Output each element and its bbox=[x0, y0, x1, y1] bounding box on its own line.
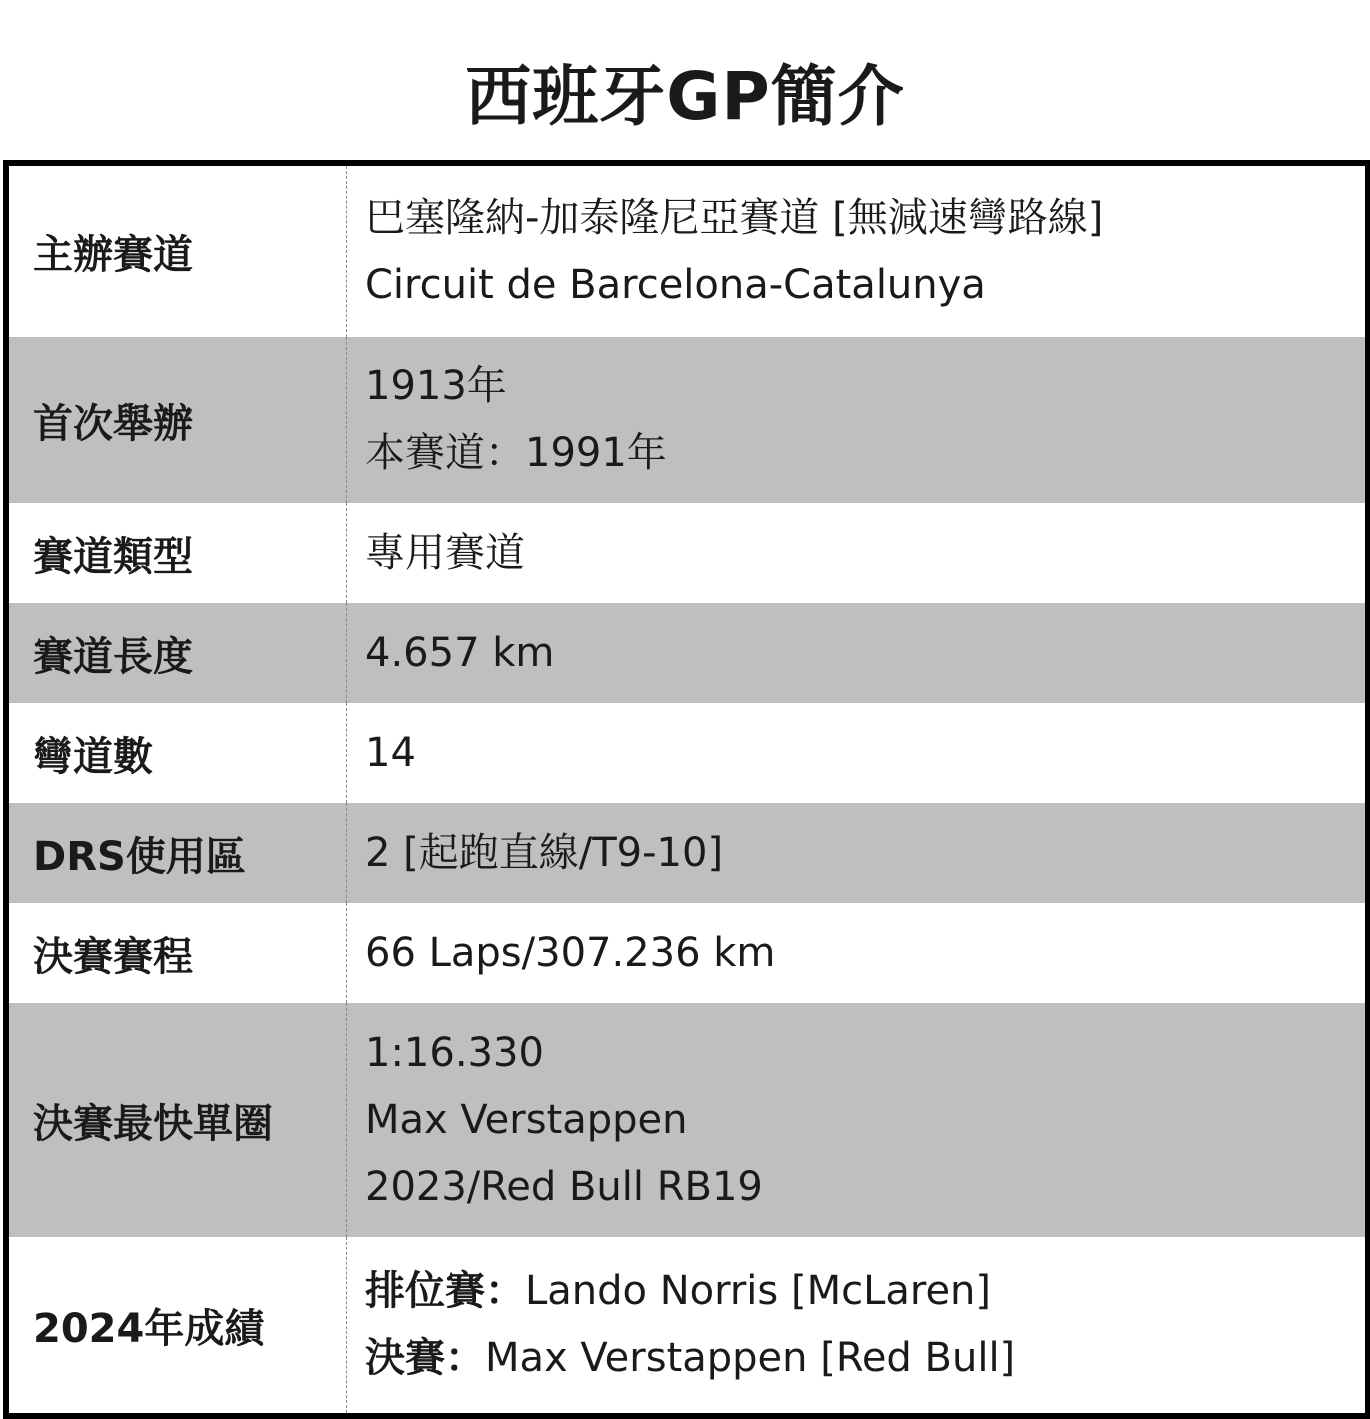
value-line: 14 bbox=[365, 729, 416, 776]
row-value bbox=[347, 703, 1365, 803]
row-value bbox=[347, 166, 1365, 337]
value-line: Max Verstappen bbox=[365, 1096, 688, 1143]
table-row-length bbox=[9, 603, 1365, 703]
row-value bbox=[347, 1237, 1365, 1413]
row-label: 決賽賽程 bbox=[9, 903, 347, 1003]
result-line-qualifying bbox=[365, 1258, 1365, 1325]
table-row-drs bbox=[9, 803, 1365, 903]
value-line: 2 [起跑直線/T9-10] bbox=[365, 829, 724, 876]
value-line: 2023/Red Bull RB19 bbox=[365, 1163, 763, 1210]
row-label: 決賽最快單圈 bbox=[9, 1003, 347, 1237]
row-label: 彎道數 bbox=[9, 703, 347, 803]
value-line: 巴塞隆納-加泰隆尼亞賽道 [無減速彎路線] bbox=[365, 194, 1104, 241]
result-prefix: 排位賽： bbox=[365, 1268, 525, 1314]
value-line: 專用賽道 bbox=[365, 529, 525, 576]
table-row-corners bbox=[9, 703, 1365, 803]
info-table bbox=[3, 160, 1370, 1419]
row-label: 2024年成績 bbox=[9, 1237, 347, 1413]
value-line: 66 Laps/307.236 km bbox=[365, 929, 776, 976]
row-value bbox=[347, 903, 1365, 1003]
table-row-2024-results bbox=[9, 1237, 1365, 1413]
table-row-first-held bbox=[9, 337, 1365, 503]
result-prefix: 決賽： bbox=[365, 1335, 485, 1381]
row-label: DRS使用區 bbox=[9, 803, 347, 903]
result-text: Lando Norris [McLaren] bbox=[525, 1268, 992, 1314]
table-row-circuit-type bbox=[9, 503, 1365, 603]
row-label: 賽道長度 bbox=[9, 603, 347, 703]
row-label: 主辦賽道 bbox=[9, 166, 347, 337]
result-text: Max Verstappen [Red Bull] bbox=[485, 1335, 1016, 1381]
value-line: 1913年 bbox=[365, 363, 507, 409]
table-row-race-distance bbox=[9, 903, 1365, 1003]
result-line-race bbox=[365, 1325, 1365, 1392]
row-label: 首次舉辦 bbox=[9, 337, 347, 503]
page-title: 西班牙GP簡介 bbox=[465, 58, 905, 135]
value-line: Circuit de Barcelona-Catalunya bbox=[365, 261, 986, 308]
row-value bbox=[347, 337, 1365, 503]
row-value bbox=[347, 803, 1365, 903]
row-value bbox=[347, 1003, 1365, 1237]
row-value bbox=[347, 603, 1365, 703]
value-line: 本賽道：1991年 bbox=[365, 430, 667, 476]
table-row-fastest-lap bbox=[9, 1003, 1365, 1237]
table-row-venue bbox=[9, 166, 1365, 337]
row-value bbox=[347, 503, 1365, 603]
value-line: 4.657 km bbox=[365, 629, 555, 676]
row-label: 賽道類型 bbox=[9, 503, 347, 603]
value-line: 1:16.330 bbox=[365, 1029, 544, 1076]
